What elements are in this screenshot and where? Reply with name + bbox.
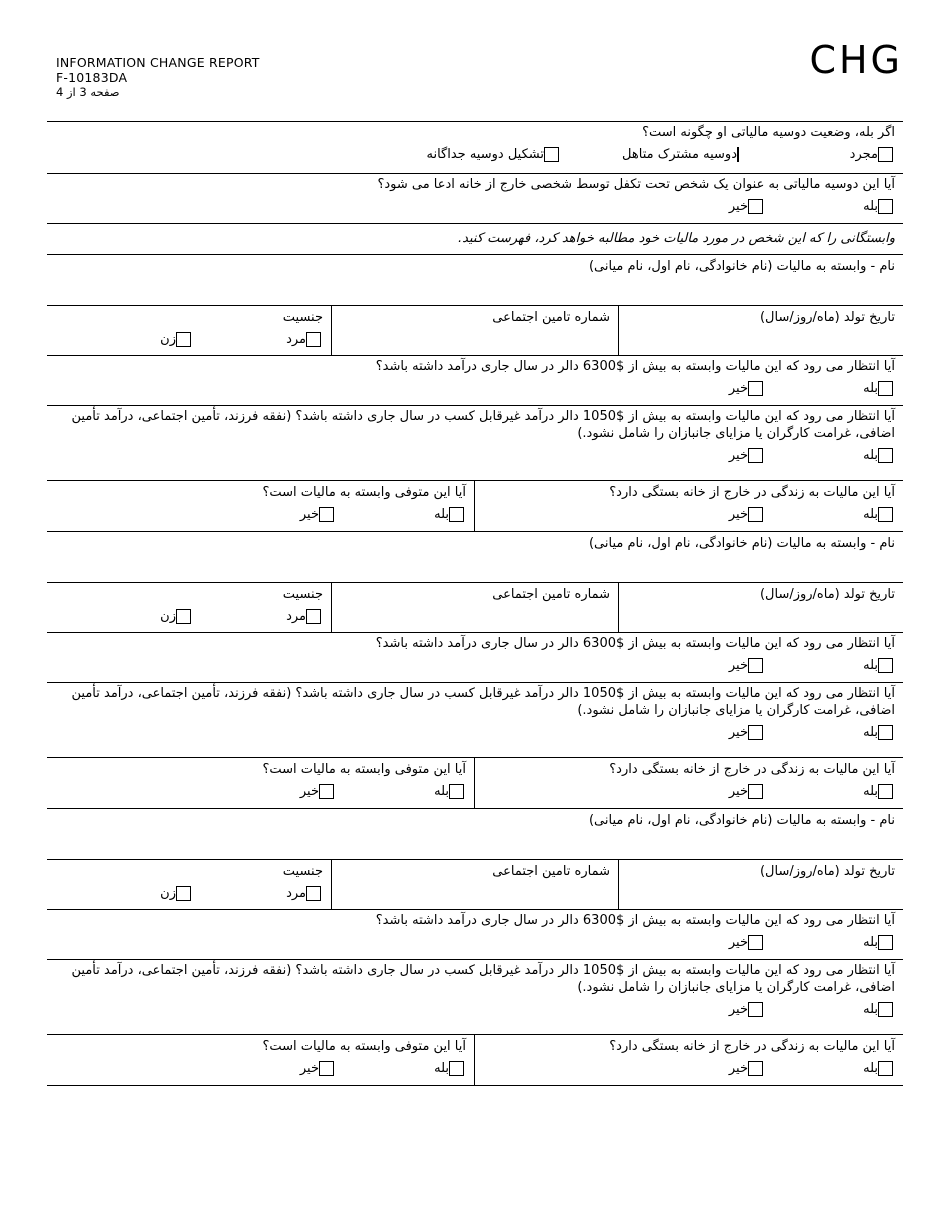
claimed-options: [47, 193, 903, 217]
dependent-id-row: [47, 306, 903, 356]
unearned-yes-checkbox[interactable]: [878, 1002, 893, 1017]
ssn-label: شماره تامین اجتماعی: [492, 864, 610, 879]
deceased-yes-option[interactable]: [334, 784, 464, 799]
female-checkbox[interactable]: [176, 886, 191, 901]
outside-home-question: آیا این مالیات به زندگی در خارج از خانه بستگی دارد؟: [609, 1039, 895, 1054]
income-yes-checkbox[interactable]: [878, 658, 893, 673]
filing-status-question: اگر بله، وضعیت دوسیه مالیاتی او چگونه است؟: [642, 125, 895, 140]
unearned-no-checkbox[interactable]: [748, 1002, 763, 1017]
income-no-label: خیر: [728, 934, 748, 950]
outside-no-checkbox[interactable]: [748, 507, 763, 522]
filing-status-section: [47, 122, 903, 174]
unearned-no-label: خیر: [728, 1001, 748, 1017]
deceased-no-option[interactable]: [295, 507, 334, 522]
claimed-dependent-question: آیا این دوسیه مالیاتی به عنوان یک شخص تحت تکفل توسط شخصی خارج از خانه ادعا می شود؟: [377, 177, 895, 192]
income-yes-label: بله: [863, 657, 878, 673]
dependent-name-row[interactable]: [47, 809, 903, 860]
deceased-yes-checkbox[interactable]: [449, 1061, 464, 1076]
unearned-no-label: خیر: [728, 447, 748, 463]
claimed-no-label: خیر: [728, 198, 748, 214]
outside-yes-option[interactable]: [763, 1061, 893, 1076]
income-no-label: خیر: [728, 657, 748, 673]
dependent-block: [47, 532, 903, 809]
male-label: مرد: [286, 608, 306, 624]
income-yes-checkbox[interactable]: [878, 381, 893, 396]
gender-female-option[interactable]: [155, 609, 191, 624]
deceased-yes-option[interactable]: [334, 507, 464, 522]
ssn-cell[interactable]: [332, 306, 619, 355]
income-question-row: [47, 633, 903, 683]
dependent-block: [47, 809, 903, 1086]
outside-home-cell: [475, 758, 903, 808]
outside-yes-option[interactable]: [763, 507, 893, 522]
claimed-yes-checkbox[interactable]: [878, 199, 893, 214]
male-checkbox[interactable]: [306, 886, 321, 901]
claimed-dependent-section: [47, 174, 903, 224]
female-label: زن: [160, 331, 176, 347]
deceased-cell: [47, 481, 475, 531]
gender-female-option[interactable]: [155, 332, 191, 347]
deceased-yes-label: بله: [434, 1060, 449, 1076]
gender-label: جنسیت: [282, 310, 323, 325]
outside-no-label: خیر: [728, 506, 748, 522]
deceased-no-checkbox[interactable]: [319, 1061, 334, 1076]
unearned-question-row: [47, 406, 903, 481]
deceased-no-checkbox[interactable]: [319, 784, 334, 799]
dependent-id-row: [47, 860, 903, 910]
deceased-cell: [47, 1035, 475, 1085]
income-no-checkbox[interactable]: [748, 658, 763, 673]
female-label: زن: [160, 608, 176, 624]
income-question: آیا انتظار می رود که این مالیات وابسته به بیش از $6300 دالر در سال جاری درآمد داشته باشد؟: [375, 913, 895, 928]
income-yes-label: بله: [863, 380, 878, 396]
outside-no-checkbox[interactable]: [748, 1061, 763, 1076]
ssn-label: شماره تامین اجتماعی: [492, 587, 610, 602]
gender-male-option[interactable]: [191, 609, 321, 624]
single-checkbox[interactable]: [878, 147, 893, 162]
unearned-no-option[interactable]: [724, 725, 763, 740]
claimed-no-option[interactable]: [724, 199, 763, 214]
unearned-question-row: [47, 960, 903, 1035]
filing-status-options: [47, 141, 903, 165]
single-label: مجرد: [849, 146, 878, 162]
dob-label: تاریخ تولد (ماه/روز/سال): [759, 310, 895, 325]
income-no-checkbox[interactable]: [748, 935, 763, 950]
outside-no-label: خیر: [728, 1060, 748, 1076]
form-number: F-10183DA: [56, 70, 128, 85]
deceased-yes-label: بله: [434, 506, 449, 522]
form-code: CHG: [809, 38, 903, 82]
dob-label: تاریخ تولد (ماه/روز/سال): [759, 864, 895, 879]
income-no-option[interactable]: [724, 658, 763, 673]
dependent-block: [47, 255, 903, 532]
unearned-question: آیا انتظار می رود که این مالیات وابسته به بیش از $1050 دالر درآمد غیرقابل کسب در سال جاری داشته باشد؟ (نفقه فرزند، تأمین اجتماعی، درآمد تأمین اضافی، غرامت کارگران یا مزایای جانبازان را شامل نشود.): [71, 686, 895, 718]
married-joint-label: دوسیه مشترک متاهل: [622, 146, 737, 162]
deceased-cell: [47, 758, 475, 808]
married-joint-checkbox[interactable]: [737, 147, 739, 162]
gender-male-option[interactable]: [191, 332, 321, 347]
gender-label: جنسیت: [282, 864, 323, 879]
outside-yes-label: بله: [863, 1060, 878, 1076]
claimed-yes-label: بله: [863, 198, 878, 214]
deceased-yes-label: بله: [434, 783, 449, 799]
ssn-cell[interactable]: [332, 860, 619, 909]
income-yes-option[interactable]: [763, 935, 893, 950]
page-number: صفحه 3 از 4: [56, 85, 120, 99]
dependent-id-row: [47, 583, 903, 633]
unearned-no-option[interactable]: [724, 1002, 763, 1017]
outside-home-question: آیا این مالیات به زندگی در خارج از خانه بستگی دارد؟: [609, 762, 895, 777]
deceased-question: آیا این متوفی وابسته به مالیات است؟: [262, 762, 466, 777]
outside-no-option[interactable]: [724, 507, 763, 522]
instruction-row: [47, 224, 903, 255]
deceased-yes-checkbox[interactable]: [449, 784, 464, 799]
male-checkbox[interactable]: [306, 609, 321, 624]
option-single[interactable]: [809, 147, 893, 162]
gender-cell: [47, 860, 332, 909]
dob-cell[interactable]: [619, 583, 903, 632]
income-yes-label: بله: [863, 934, 878, 950]
income-yes-option[interactable]: [763, 381, 893, 396]
deceased-no-label: خیر: [299, 1060, 319, 1076]
unearned-yes-checkbox[interactable]: [878, 725, 893, 740]
deceased-yes-checkbox[interactable]: [449, 507, 464, 522]
claimed-no-checkbox[interactable]: [748, 199, 763, 214]
dependent-name-label: نام - وابسته به مالیات (نام خانوادگی، نام اول، نام میانی): [588, 813, 895, 828]
gender-male-option[interactable]: [191, 886, 321, 901]
outside-home-question: آیا این مالیات به زندگی در خارج از خانه بستگی دارد؟: [609, 485, 895, 500]
unearned-yes-checkbox[interactable]: [878, 448, 893, 463]
income-question: آیا انتظار می رود که این مالیات وابسته به بیش از $6300 دالر در سال جاری درآمد داشته باشد؟: [375, 636, 895, 651]
deceased-no-checkbox[interactable]: [319, 507, 334, 522]
income-no-option[interactable]: [724, 935, 763, 950]
gender-cell: [47, 583, 332, 632]
unearned-question: آیا انتظار می رود که این مالیات وابسته به بیش از $1050 دالر درآمد غیرقابل کسب در سال جاری داشته باشد؟ (نفقه فرزند، تأمین اجتماعی، درآمد تأمین اضافی، غرامت کارگران یا مزایای جانبازان را شامل نشود.): [71, 409, 895, 441]
gender-label: جنسیت: [282, 587, 323, 602]
option-separate[interactable]: [422, 147, 560, 162]
dependent-name-label: نام - وابسته به مالیات (نام خانوادگی، نام اول، نام میانی): [588, 536, 895, 551]
dob-label: تاریخ تولد (ماه/روز/سال): [759, 587, 895, 602]
unearned-yes-label: بله: [863, 447, 878, 463]
deceased-question: آیا این متوفی وابسته به مالیات است؟: [262, 1039, 466, 1054]
unearned-no-label: خیر: [728, 724, 748, 740]
income-yes-option[interactable]: [763, 658, 893, 673]
outside-yes-option[interactable]: [763, 784, 893, 799]
male-label: مرد: [286, 885, 306, 901]
outside-home-cell: [475, 1035, 903, 1085]
income-no-checkbox[interactable]: [748, 381, 763, 396]
unearned-no-checkbox[interactable]: [748, 725, 763, 740]
unearned-question-row: [47, 683, 903, 758]
deceased-no-option[interactable]: [295, 784, 334, 799]
living-deceased-row: [47, 1035, 903, 1086]
dependent-name-row[interactable]: [47, 532, 903, 583]
ssn-label: شماره تامین اجتماعی: [492, 310, 610, 325]
dob-cell[interactable]: [619, 860, 903, 909]
outside-no-checkbox[interactable]: [748, 784, 763, 799]
unearned-no-checkbox[interactable]: [748, 448, 763, 463]
form-title: INFORMATION CHANGE REPORT: [56, 55, 260, 70]
income-yes-checkbox[interactable]: [878, 935, 893, 950]
form-header: [56, 55, 260, 100]
gender-cell: [47, 306, 332, 355]
outside-yes-checkbox[interactable]: [878, 507, 893, 522]
income-question: آیا انتظار می رود که این مالیات وابسته به بیش از $6300 دالر در سال جاری درآمد داشته باشد؟: [375, 359, 895, 374]
unearned-yes-option[interactable]: [763, 1002, 893, 1017]
male-label: مرد: [286, 331, 306, 347]
unearned-yes-label: بله: [863, 724, 878, 740]
form-body: [47, 121, 903, 1086]
outside-yes-label: بله: [863, 783, 878, 799]
dob-cell[interactable]: [619, 306, 903, 355]
outside-no-option[interactable]: [724, 1061, 763, 1076]
income-question-row: [47, 356, 903, 406]
female-checkbox[interactable]: [176, 332, 191, 347]
female-label: زن: [160, 885, 176, 901]
outside-home-cell: [475, 481, 903, 531]
deceased-question: آیا این متوفی وابسته به مالیات است؟: [262, 485, 466, 500]
income-no-option[interactable]: [724, 381, 763, 396]
unearned-yes-label: بله: [863, 1001, 878, 1017]
deceased-no-option[interactable]: [295, 1061, 334, 1076]
income-no-label: خیر: [728, 380, 748, 396]
deceased-no-label: خیر: [299, 506, 319, 522]
unearned-yes-option[interactable]: [763, 725, 893, 740]
unearned-yes-option[interactable]: [763, 448, 893, 463]
living-deceased-row: [47, 758, 903, 809]
unearned-no-option[interactable]: [724, 448, 763, 463]
deceased-no-label: خیر: [299, 783, 319, 799]
dependent-name-label: نام - وابسته به مالیات (نام خانوادگی، نام اول، نام میانی): [588, 259, 895, 274]
instruction-text: وابستگانی را که این شخص در مورد مالیات خود مطالبه خواهد کرد، فهرست کنید.: [458, 231, 895, 246]
ssn-cell[interactable]: [332, 583, 619, 632]
income-question-row: [47, 910, 903, 960]
living-deceased-row: [47, 481, 903, 532]
deceased-yes-option[interactable]: [334, 1061, 464, 1076]
male-checkbox[interactable]: [306, 332, 321, 347]
separate-checkbox[interactable]: [544, 147, 559, 162]
outside-yes-checkbox[interactable]: [878, 1061, 893, 1076]
outside-no-label: خیر: [728, 783, 748, 799]
separate-label: تشکیل دوسیه جداگانه: [426, 146, 544, 162]
claimed-yes-option[interactable]: [763, 199, 893, 214]
outside-yes-label: بله: [863, 506, 878, 522]
dependent-name-row[interactable]: [47, 255, 903, 306]
outside-no-option[interactable]: [724, 784, 763, 799]
female-checkbox[interactable]: [176, 609, 191, 624]
unearned-question: آیا انتظار می رود که این مالیات وابسته به بیش از $1050 دالر درآمد غیرقابل کسب در سال جاری داشته باشد؟ (نفقه فرزند، تأمین اجتماعی، درآمد تأمین اضافی، غرامت کارگران یا مزایای جانبازان را شامل نشود.): [71, 963, 895, 995]
outside-yes-checkbox[interactable]: [878, 784, 893, 799]
gender-female-option[interactable]: [155, 886, 191, 901]
